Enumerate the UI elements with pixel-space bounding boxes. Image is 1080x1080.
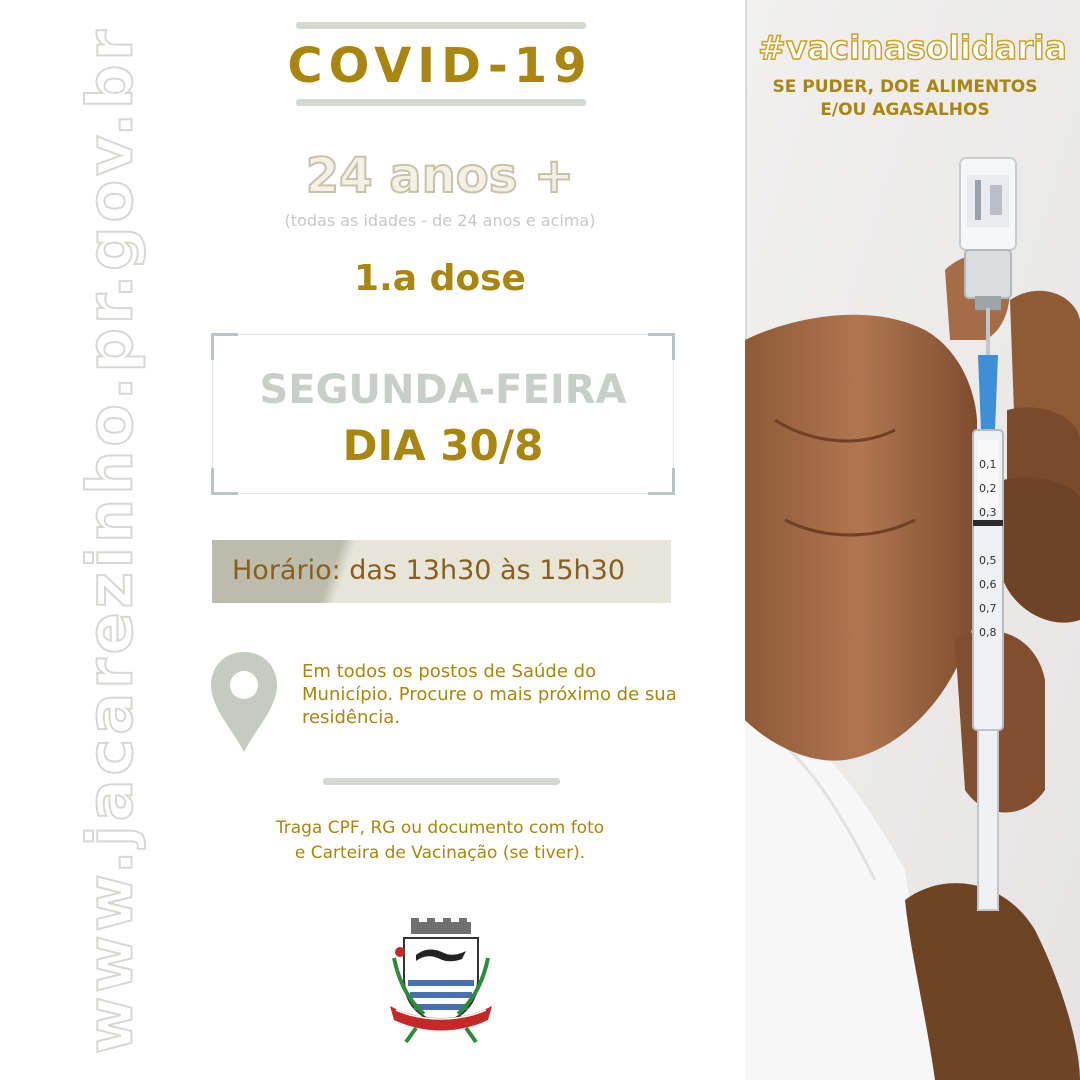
requirements-line-1: Traga CPF, RG ou documento com foto bbox=[275, 818, 605, 838]
frame-corner bbox=[211, 468, 238, 495]
weekday: SEGUNDA-FEIRA bbox=[259, 367, 627, 413]
date: DIA 30/8 bbox=[342, 421, 544, 470]
date-box bbox=[212, 334, 674, 494]
map-pin-icon bbox=[209, 650, 279, 754]
age-group: 24 anos + bbox=[305, 148, 575, 204]
age-note: (todas as idades - de 24 anos e acima) bbox=[284, 211, 596, 230]
location-text: Em todos os postos de Saúde do Município. Procure o mais próximo de sua residência. bbox=[302, 661, 677, 728]
svg-text:0,7: 0,7 bbox=[979, 602, 997, 615]
requirements-line-2: e Carteira de Vacinação (se tiver). bbox=[294, 843, 586, 863]
donation-text bbox=[745, 76, 1065, 122]
svg-text:0,2: 0,2 bbox=[979, 482, 997, 495]
page-title: COVID-19 bbox=[287, 38, 593, 94]
frame-corner bbox=[211, 333, 238, 360]
svg-text:0,8: 0,8 bbox=[979, 626, 997, 639]
svg-text:0,6: 0,6 bbox=[979, 578, 997, 591]
requirements-text bbox=[230, 816, 650, 866]
donation-line-2: E/OU AGASALHOS bbox=[820, 100, 990, 120]
campaign-hashtag: #vacinasolidaria bbox=[758, 28, 1067, 67]
svg-text:0,3: 0,3 bbox=[979, 506, 997, 519]
dose-label: 1.a dose bbox=[354, 258, 526, 299]
svg-text:0,5: 0,5 bbox=[979, 554, 997, 567]
time-text: Horário: das 13h30 às 15h30 bbox=[232, 555, 626, 586]
vaccine-photo bbox=[745, 0, 1080, 1080]
title-top-rule bbox=[296, 22, 586, 29]
svg-text:0,1: 0,1 bbox=[979, 458, 997, 471]
frame-corner bbox=[648, 468, 675, 495]
donation-line-1: SE PUDER, DOE ALIMENTOS bbox=[772, 77, 1038, 97]
time-bar bbox=[212, 540, 671, 603]
website-url[interactable]: www.jacarezinho.pr.gov.br bbox=[73, 25, 147, 1055]
divider-rule bbox=[323, 778, 560, 785]
city-coat-of-arms bbox=[386, 910, 496, 1045]
title-bottom-rule bbox=[296, 99, 586, 106]
frame-corner bbox=[648, 333, 675, 360]
